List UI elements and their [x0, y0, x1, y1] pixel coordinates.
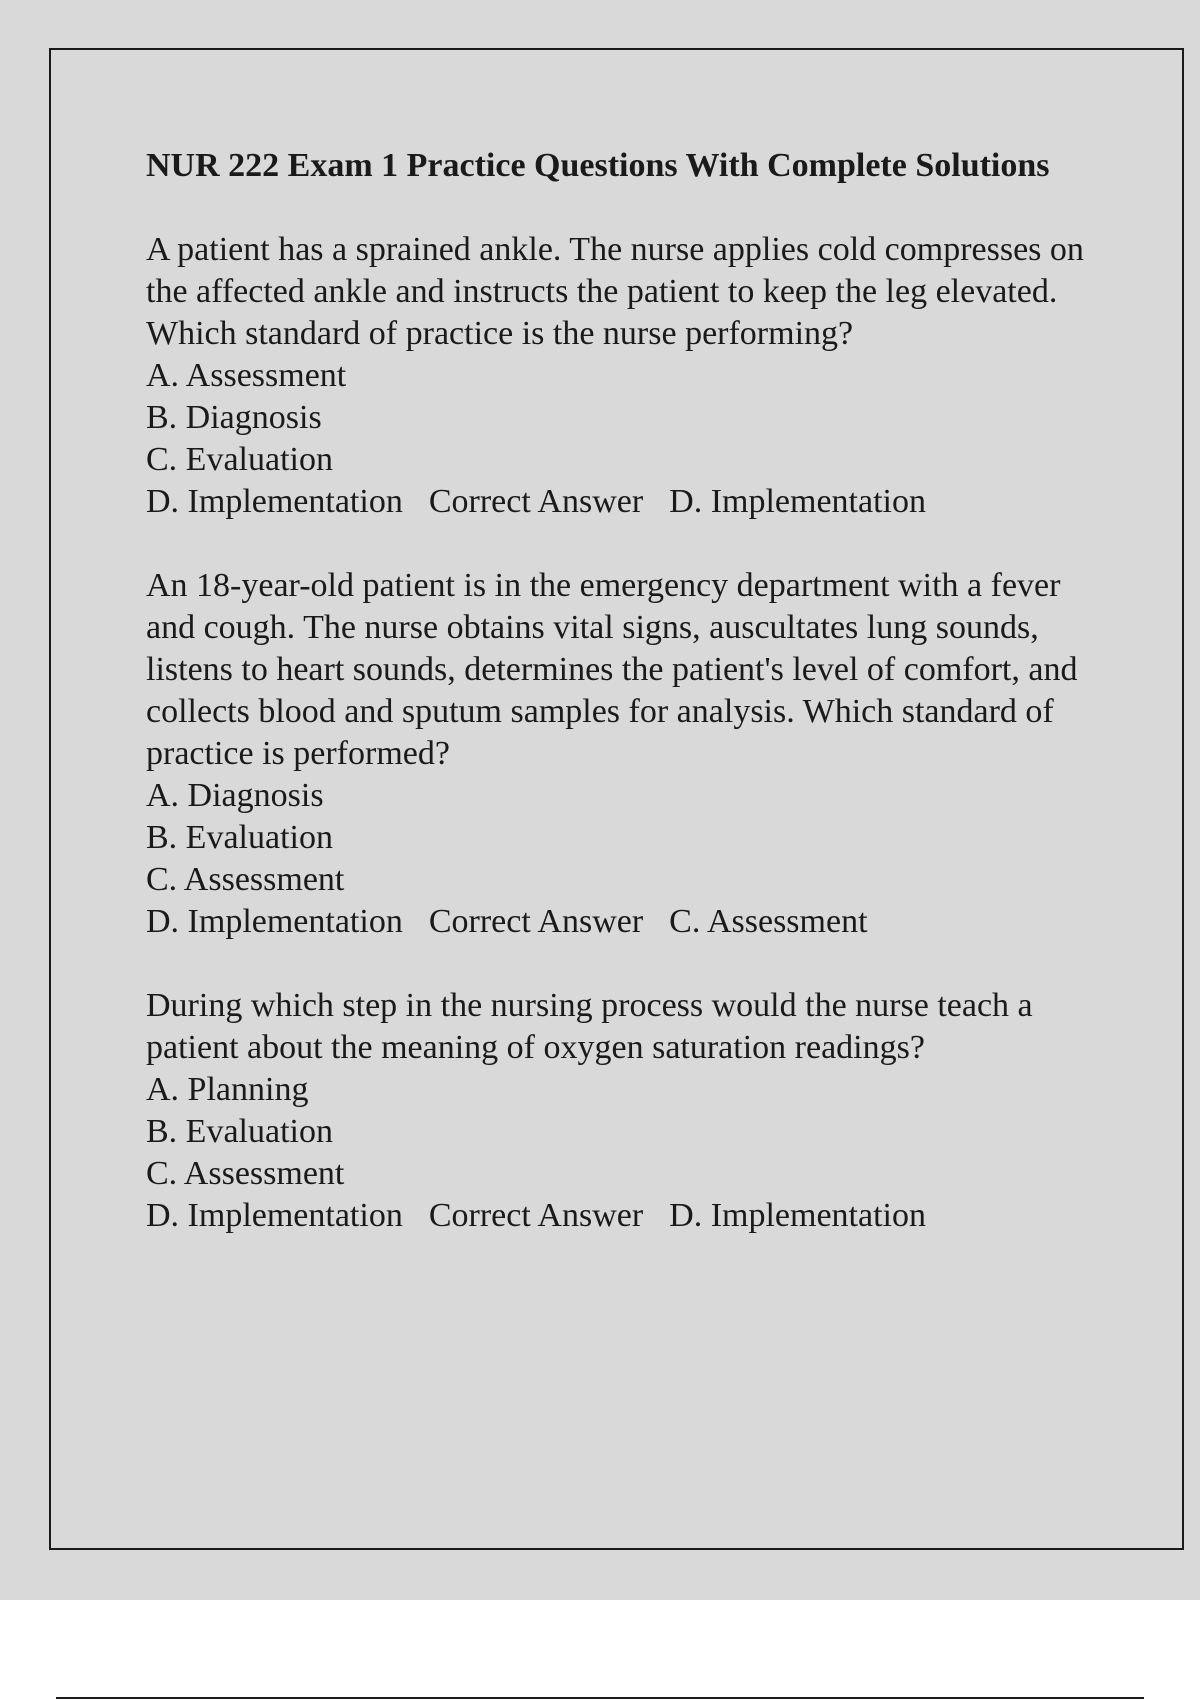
- correct-answer-label: Correct Answer: [428, 1197, 644, 1234]
- option-b: B. Evaluation: [146, 1113, 333, 1150]
- option-c: C. Assessment: [146, 861, 345, 898]
- question-text: A patient has a sprained ankle. The nurse applies cold compresses on the affected ankle and instructs the patient to keep the leg elevated. Which standard of practice is the nurse performing?: [146, 231, 1084, 352]
- correct-answer-value: D. Implementation: [669, 1197, 926, 1234]
- option-d-with-answer: [146, 481, 1086, 523]
- option-d: D. Implementation: [146, 483, 403, 520]
- question-3: [146, 985, 1086, 1237]
- correct-answer-label: Correct Answer: [428, 903, 644, 940]
- document-content: [146, 145, 1086, 1237]
- question-2: [146, 565, 1086, 943]
- document-title: NUR 222 Exam 1 Practice Questions With Complete Solutions: [146, 147, 1050, 184]
- option-d-with-answer: [146, 1195, 1086, 1237]
- question-1: [146, 229, 1086, 523]
- correct-answer-value: C. Assessment: [669, 903, 868, 940]
- option-d-with-answer: [146, 901, 1086, 943]
- correct-answer-value: D. Implementation: [669, 483, 926, 520]
- option-a: A. Diagnosis: [146, 777, 324, 814]
- option-a: A. Assessment: [146, 357, 347, 394]
- page-divider: [56, 1697, 1144, 1699]
- option-c: C. Assessment: [146, 1155, 345, 1192]
- correct-answer-label: Correct Answer: [428, 483, 644, 520]
- option-b: B. Diagnosis: [146, 399, 322, 436]
- option-b: B. Evaluation: [146, 819, 333, 856]
- option-d: D. Implementation: [146, 903, 403, 940]
- question-text: During which step in the nursing process would the nurse teach a patient about the meaning of oxygen saturation readings?: [146, 987, 1033, 1066]
- option-c: C. Evaluation: [146, 441, 333, 478]
- question-text: An 18-year-old patient is in the emergency department with a fever and cough. The nurse obtains vital signs, auscultates lung sounds, listens to heart sounds, determines the patient's level of comfort, and collects blood and sputum samples for analysis. Which standard of practice is performed?: [146, 567, 1078, 772]
- option-a: A. Planning: [146, 1071, 309, 1108]
- option-d: D. Implementation: [146, 1197, 403, 1234]
